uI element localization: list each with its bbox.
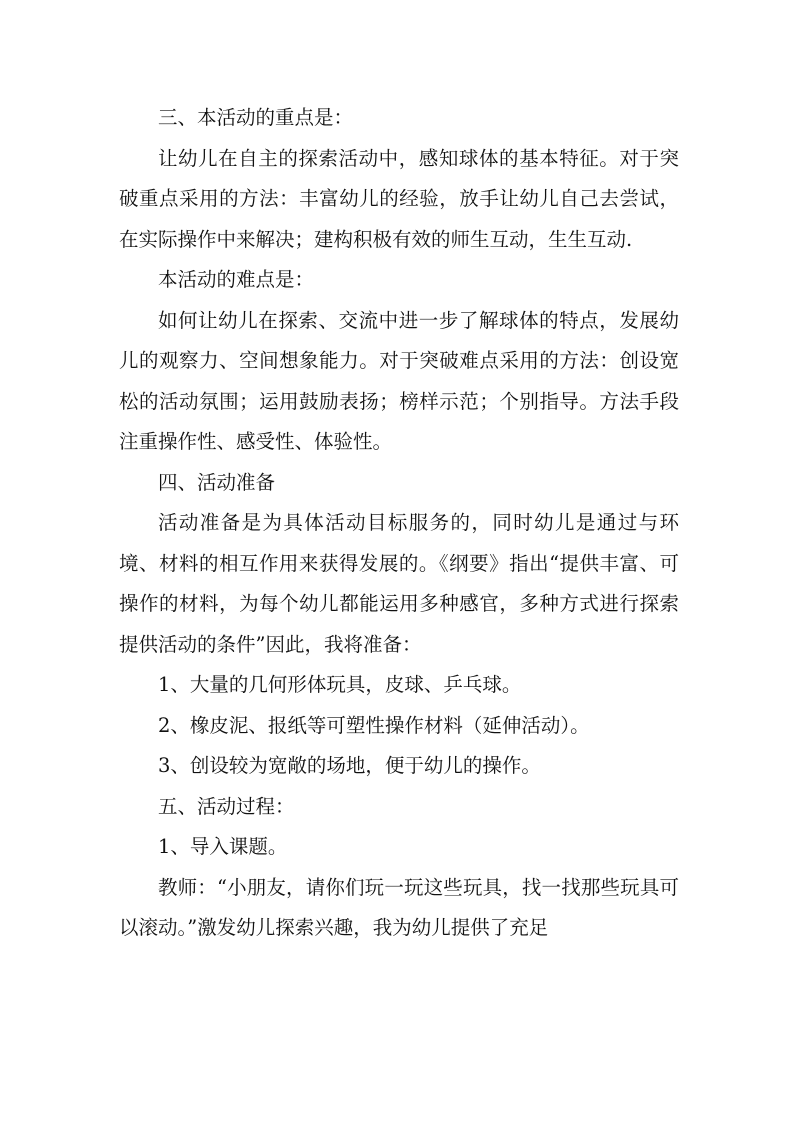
paragraph-preparation: 活动准备是为具体活动目标服务的，同时幼儿是通过与环境、材料的相互作用来获得发展的。《纲要》指出“提供丰富、可操作的材料，为每个幼儿都能运用多种感官，多种方式进行探索提供活动的条件”因此，我将准备： (119, 511, 679, 656)
list-item-preparation-1: 1、大量的几何形体玩具，皮球、乒乓球。 (158, 673, 522, 696)
paragraph-teacher-intro: 教师：“小朋友，请你们玩一玩这些玩具，找一找那些玩具可以滚动。”激发幼儿探索兴趣，我为幼儿提供了充足 (119, 875, 679, 939)
list-item-preparation-3: 3、创设较为宽敞的场地，便于幼儿的操作。 (158, 754, 541, 777)
section-heading-preparation: 四、活动准备 (158, 470, 276, 494)
section-heading-key-points: 三、本活动的重点是： (158, 106, 354, 129)
list-item-process-1: 1、导入课题。 (158, 835, 288, 858)
document-body (119, 98, 679, 949)
list-item-preparation-2: 2、橡皮泥、报纸等可塑性操作材料（延伸活动）。 (158, 713, 590, 737)
section-heading-process: 五、活动过程： (158, 794, 295, 818)
paragraph-difficulties: 如何让幼儿在探索、交流中进一步了解球体的特点，发展幼儿的观察力、空间想象能力。对于突破难点采用的方法：创设宽松的活动氛围；运用鼓励表扬；榜样示范；个别指导。方法手段注重操作性、感受性、体验性。 (119, 308, 679, 453)
paragraph-key-points: 让幼儿在自主的探索活动中，感知球体的基本特征。对于突破重点采用的方法：丰富幼儿的经验，放手让幼儿自己去尝试，在实际操作中来解决；建构积极有效的师生互动，生生互动. (119, 146, 679, 251)
section-heading-difficulties: 本活动的难点是： (158, 268, 315, 291)
